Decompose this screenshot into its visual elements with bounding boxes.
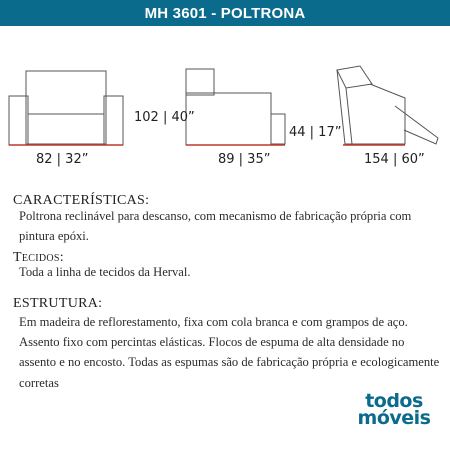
header-bar	[0, 0, 450, 26]
estrutura-heading: ESTRUTURA:	[13, 296, 103, 311]
logo-text-line1: todos	[365, 390, 423, 412]
section-caracteristicas	[0, 193, 450, 245]
section-tecidos	[0, 250, 450, 285]
estrutura-line: Em madeira de reflorestamento, fixa com cola branca e com grampos de aço.	[19, 315, 408, 329]
tecidos-heading: Tecidos:	[13, 250, 64, 265]
todos-moveis-logo	[354, 390, 434, 437]
front-view-drawing	[9, 71, 123, 145]
tecidos-text	[19, 262, 444, 282]
caracteristicas-text	[19, 206, 444, 246]
estrutura-line: assento e no encosto. Todas as espumas são de fabricação própria e ecologicamente	[19, 355, 440, 370]
caracteristicas-line: pintura epóxi.	[19, 229, 89, 244]
side-view-drawing	[186, 69, 285, 145]
dimension-drawings	[0, 26, 450, 196]
drawings-svg	[0, 26, 450, 196]
height-dimension: 102 | 40”	[134, 110, 195, 125]
reclined-depth-dimension: 154 | 60”	[364, 152, 425, 167]
estrutura-line: corretas	[19, 375, 59, 390]
caracteristicas-line: Poltrona reclinável para descanso, com mecanismo de fabricação própria com	[19, 209, 412, 223]
section-estrutura	[0, 296, 450, 390]
page-title: MH 3601 - POLTRONA	[144, 4, 306, 22]
tecidos-line: Toda a linha de tecidos da Herval.	[19, 265, 191, 279]
estrutura-text	[19, 312, 444, 393]
reclined-view-drawing	[337, 66, 438, 145]
estrutura-line: Assento fixo com percintas elásticas. Flocos de espuma de alta densidade no	[19, 335, 405, 350]
width-dimension: 82 | 32”	[36, 152, 89, 167]
logo-text-line2: móveis	[357, 407, 431, 429]
caracteristicas-heading: CARACTERÍSTICAS:	[13, 193, 150, 208]
seat-height-dimension: 44 | 17”	[289, 125, 342, 140]
depth-dimension: 89 | 35”	[218, 152, 271, 167]
